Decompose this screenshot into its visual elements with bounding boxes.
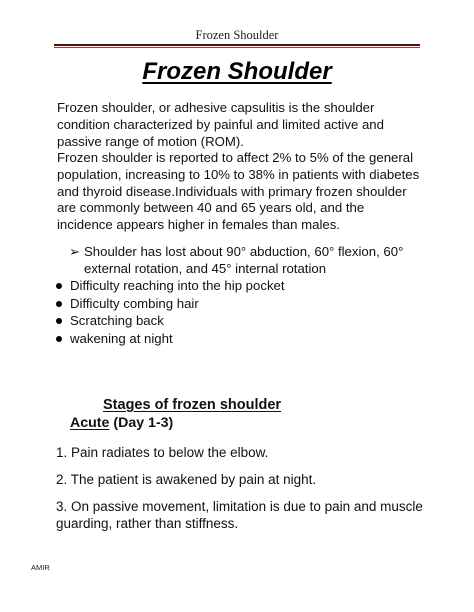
stages-heading: Stages of frozen shoulder [103, 397, 282, 413]
rom-loss-text: Shoulder has lost about 90° abduction, 60° flexion, 60° external rotation, and 45° internal rotation [84, 244, 404, 276]
header-rule [54, 44, 420, 46]
stage-step-2: 2. The patient is awakened by pain at night. [56, 472, 317, 487]
rom-loss-item [69, 243, 429, 277]
acute-label: Acute [70, 415, 110, 431]
acute-stage-heading [70, 415, 173, 431]
list-item [56, 330, 426, 348]
list-item-text: Difficulty reaching into the hip pocket [70, 278, 285, 293]
list-item-text: wakening at night [70, 330, 173, 346]
bullet-icon [56, 283, 62, 289]
list-item [56, 295, 426, 313]
list-item-text: Scratching back [70, 313, 164, 328]
stage-step-1: 1. Pain radiates to below the elbow. [56, 445, 269, 460]
bullet-icon [56, 318, 62, 324]
header-rule-accent [54, 47, 420, 48]
list-item [56, 277, 426, 295]
arrow-bullet-icon: ➢ [69, 244, 81, 259]
bullet-icon [56, 301, 62, 307]
stage-step-3: 3. On passive movement, limitation is due to pain and muscle guarding, rather than stiffness. [56, 499, 423, 531]
page-title: Frozen Shoulder [142, 58, 332, 85]
intro-paragraph: Frozen shoulder, or adhesive capsulitis is the shoulder condition characterized by painful and limited active and passive range of motion (ROM). [57, 100, 384, 149]
footer-author: AMIR [31, 563, 50, 572]
bullet-icon [56, 336, 62, 342]
symptom-list [56, 277, 426, 347]
running-header: Frozen Shoulder [195, 28, 279, 42]
list-item [56, 312, 426, 330]
epidemiology-paragraph: Frozen shoulder is reported to affect 2% to 5% of the general population, increasing to 10% to 38% in patients with diabetes and thyroid disease.Individuals with primary frozen shoulder are commonly between 40 and 65 years old, and the incidence appears higher in females than males. [57, 150, 420, 233]
acute-days: (Day 1-3) [109, 415, 174, 431]
list-item-text: Difficulty combing hair [70, 295, 199, 311]
